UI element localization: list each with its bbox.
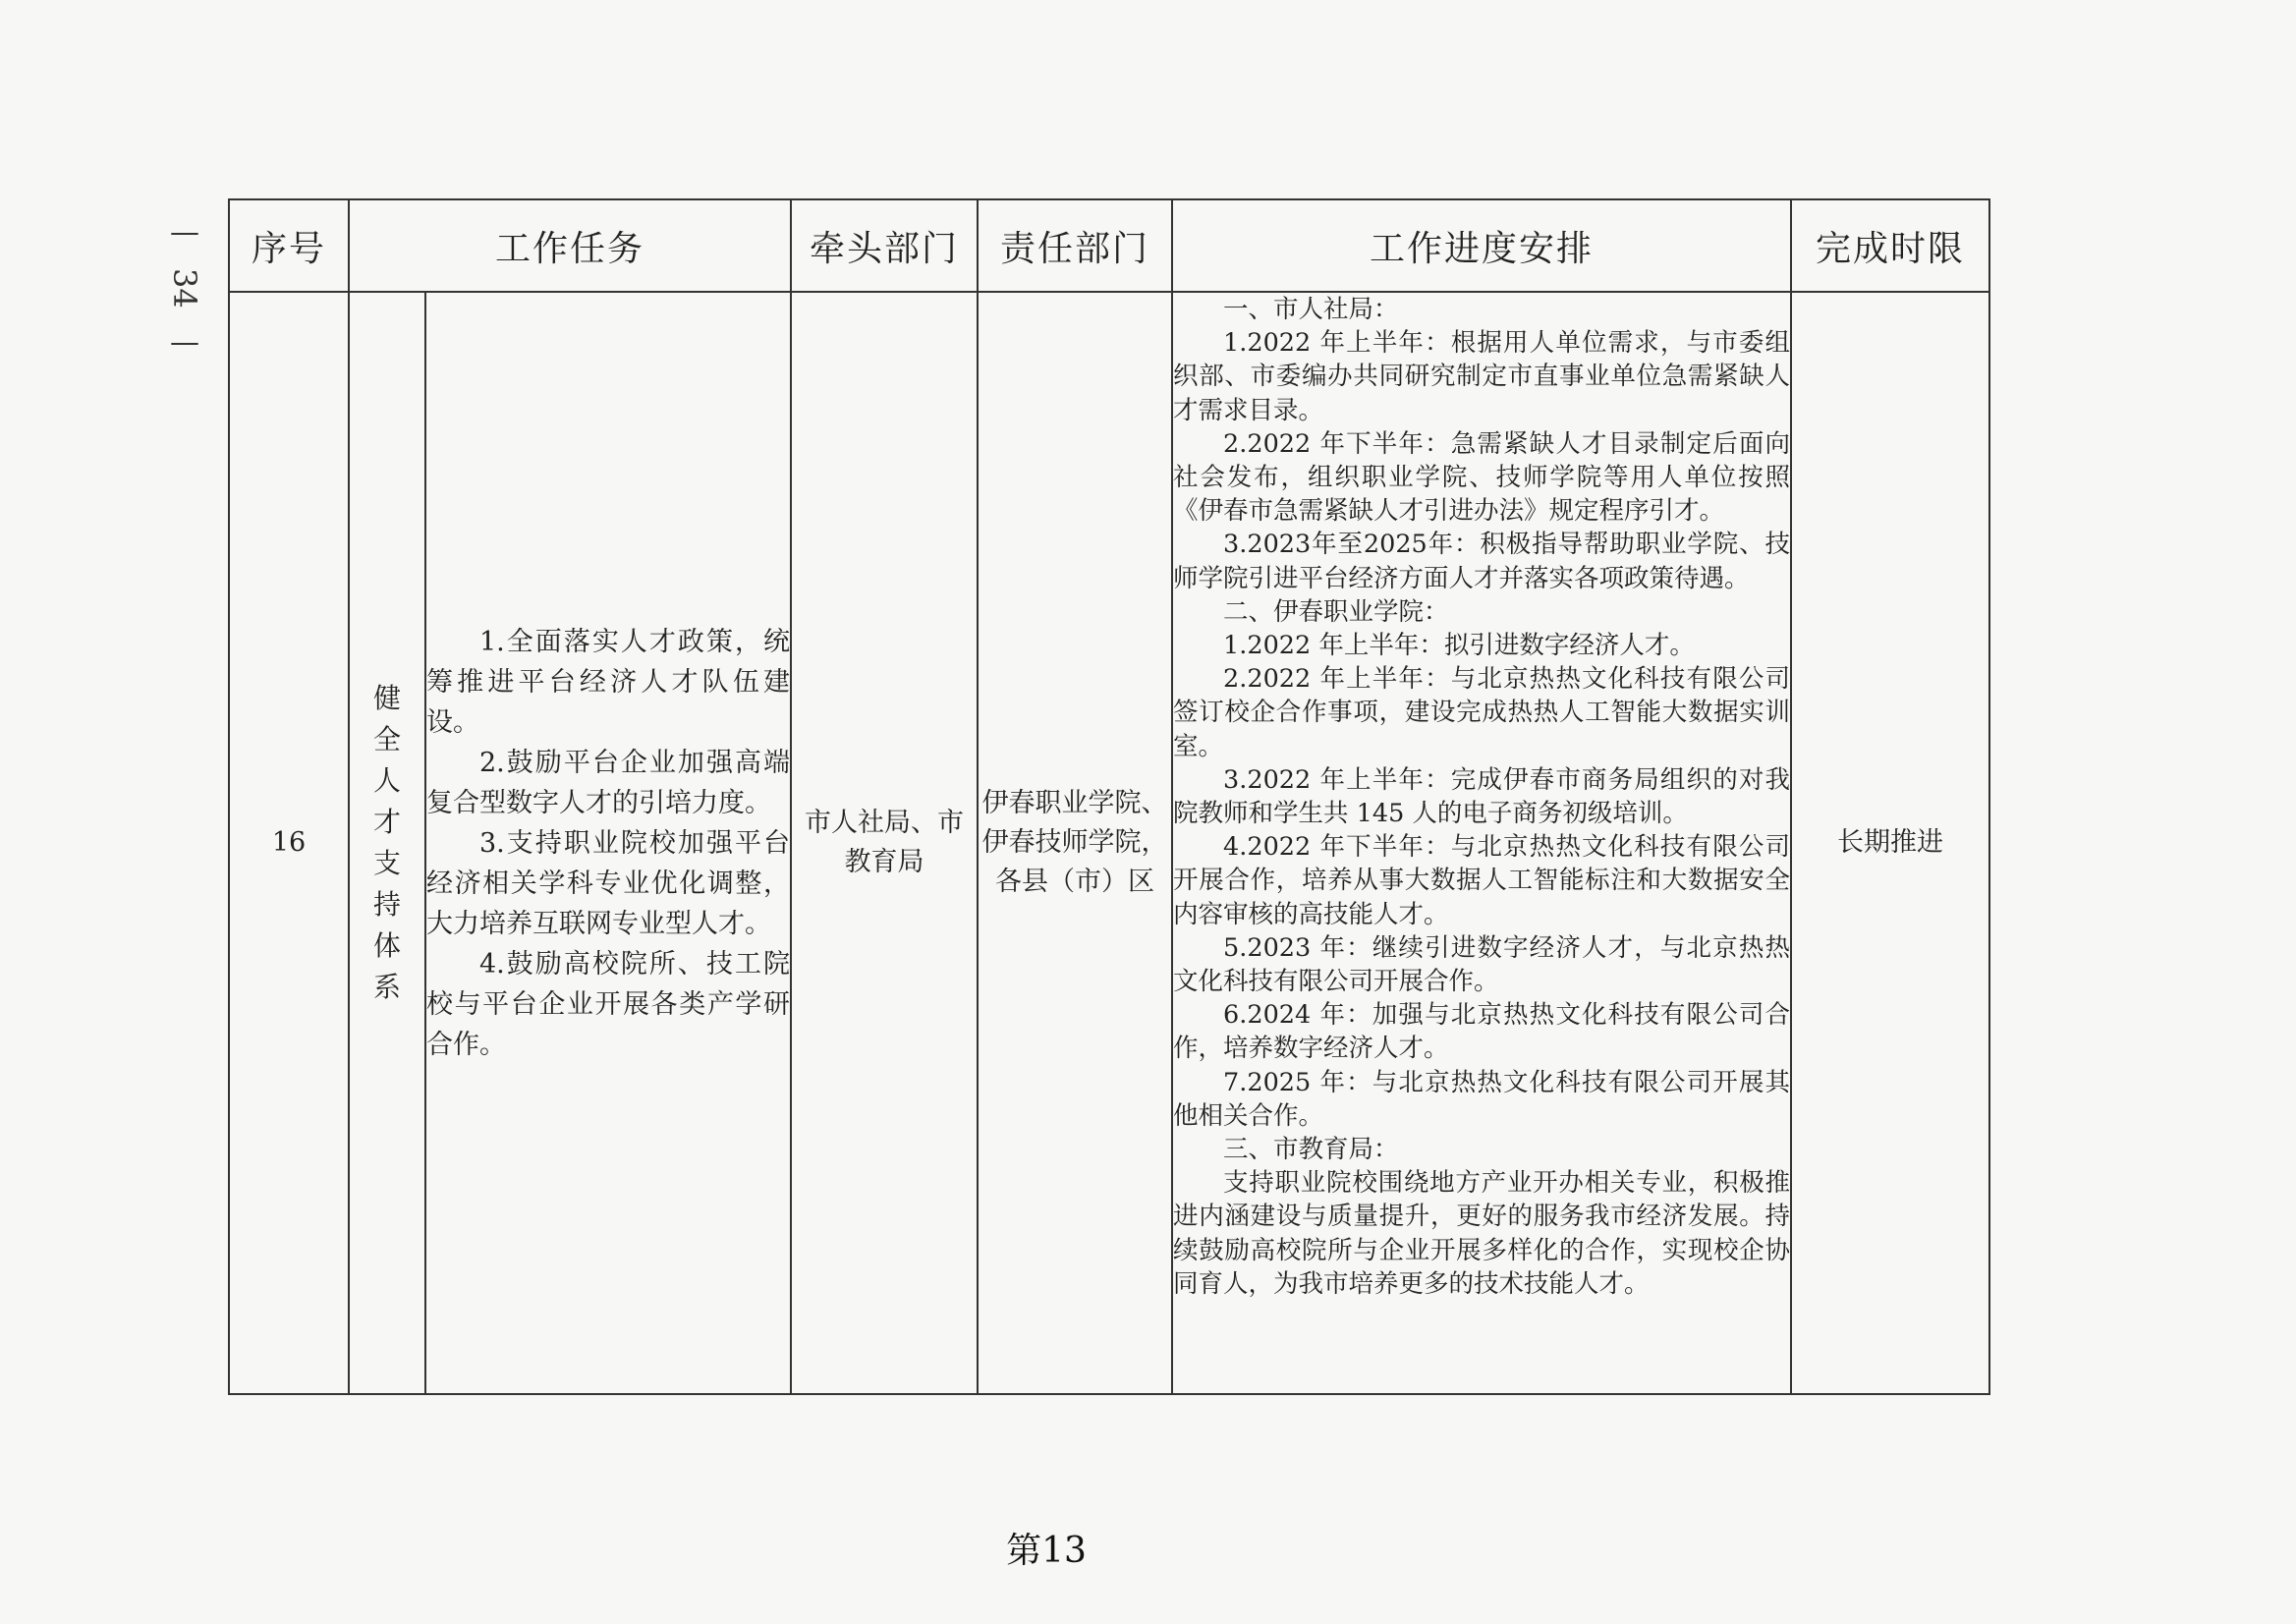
side-page-number-value: 34 [166, 268, 203, 308]
row-seq: 16 [229, 292, 349, 1394]
side-page-number [165, 211, 204, 364]
header-deadline: 完成时限 [1791, 199, 1989, 292]
task-item: 1.全面落实人才政策，统筹推进平台经济人才队伍建设。 [426, 626, 791, 738]
progress-item: 4.2022 年下半年：与北京热热文化科技有限公司开展合作，培养从事大数据人工智能标注和大数据安全内容审核的高技能人才。 [1173, 832, 1791, 929]
progress-item: 1.2022 年上半年：根据用人单位需求，与市委组织部、市委编办共同研究制定市直事业单位急需紧缺人才需求目录。 [1173, 328, 1791, 425]
footer-page-label: 第13 [1006, 1531, 1087, 1571]
row-category [349, 292, 425, 1394]
row-lead-dept: 市人社局、市教育局 [791, 292, 978, 1394]
category-char: 健 [372, 682, 401, 714]
task-item: 3.支持职业院校加强平台经济相关学科专业优化调整，大力培养互联网专业型人才。 [426, 827, 791, 939]
category-char: 支 [372, 847, 401, 879]
category-char: 持 [372, 888, 401, 921]
header-resp-dept: 责任部门 [978, 199, 1172, 292]
progress-item: 支持职业院校围绕地方产业开办相关专业，积极推进内涵建设与质量提升，更好的服务我市经济发展。持续鼓励高校院所与企业开展多样化的合作，实现校企协同育人，为我市培养更多的技术技能人才。 [1173, 1168, 1791, 1299]
row-progress [1172, 292, 1791, 1394]
header-lead-dept: 牵头部门 [791, 199, 978, 292]
progress-item: 2.2022 年上半年：与北京热热文化科技有限公司签订校企合作事项，建设完成热热人工智能大数据实训室。 [1173, 664, 1791, 761]
header-seq: 序号 [229, 199, 349, 292]
task-item: 2.鼓励平台企业加强高端复合型数字人才的引培力度。 [426, 747, 791, 818]
progress-item: 一、市人社局： [1223, 295, 1399, 324]
header-row [229, 199, 1989, 292]
category-char: 才 [372, 806, 401, 838]
progress-item: 三、市教育局： [1223, 1135, 1399, 1165]
progress-item: 3.2022 年上半年：完成伊春市商务局组织的对我院教师和学生共 145 人的电子商务初级培训。 [1173, 764, 1791, 829]
header-task: 工作任务 [349, 199, 791, 292]
progress-item: 1.2022 年上半年：拟引进数字经济人才。 [1223, 631, 1695, 661]
category-char: 体 [372, 929, 401, 962]
progress-item: 5.2023 年：继续引进数字经济人才，与北京热热文化科技有限公司开展合作。 [1173, 932, 1791, 997]
progress-item: 二、伊春职业学院： [1223, 596, 1449, 627]
task-table [228, 198, 1990, 1395]
category-char: 系 [372, 971, 401, 1003]
row-tasks [425, 292, 791, 1394]
row-resp-dept: 伊春职业学院、伊春技师学院，各县（市）区 [978, 292, 1172, 1394]
side-dash-top: — [170, 215, 199, 250]
header-progress: 工作进度安排 [1172, 199, 1791, 292]
progress-item: 2.2022 年下半年：急需紧缺人才目录制定后面向社会发布，组织职业学院、技师学院等用人单位按照《伊春市急需紧缺人才引进办法》规定程序引才。 [1173, 428, 1791, 527]
category-char: 人 [372, 764, 401, 797]
task-item: 4.鼓励高校院所、技工院校与平台企业开展各类产学研合作。 [426, 948, 791, 1060]
side-dash-bottom: — [170, 325, 199, 360]
progress-item: 3.2023年至2025年：积极指导帮助职业学院、技师学院引进平台经济方面人才并落实各项政策待遇。 [1173, 530, 1791, 593]
progress-item: 7.2025 年：与北京热热文化科技有限公司开展其他相关合作。 [1173, 1067, 1791, 1131]
progress-item: 6.2024 年：加强与北京热热文化科技有限公司合作，培养数字经济人才。 [1173, 1000, 1791, 1064]
table-row [229, 292, 1989, 1394]
category-char: 全 [372, 723, 401, 756]
row-deadline: 长期推进 [1791, 292, 1989, 1394]
